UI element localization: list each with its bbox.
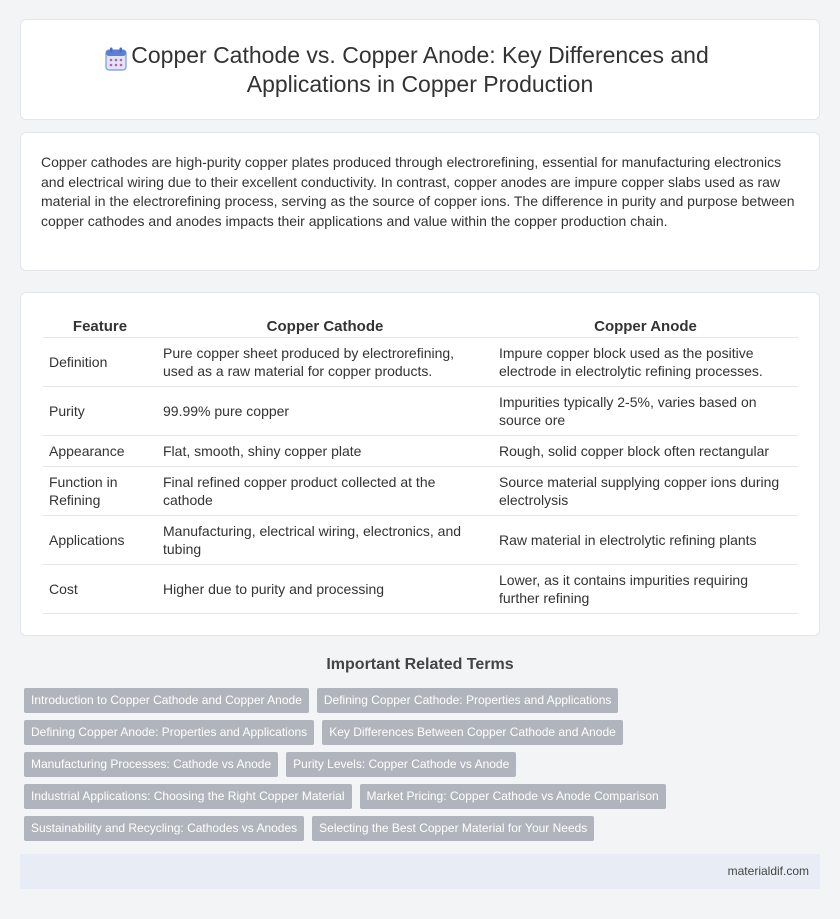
table-cell: Raw material in electrolytic refining plants — [493, 515, 798, 564]
table-cell: Rough, solid copper block often rectangular — [493, 435, 798, 466]
table-cell: Manufacturing, electrical wiring, electronics, and tubing — [157, 515, 493, 564]
table-row — [43, 337, 798, 386]
table-cell: Impure copper block used as the positive electrode in electrolytic refining processes. — [493, 337, 798, 386]
related-term-tag[interactable]: Defining Copper Anode: Properties and Applications — [24, 720, 314, 745]
table-header-row — [43, 310, 798, 337]
header-feature: Feature — [43, 310, 157, 337]
related-term-tag[interactable]: Market Pricing: Copper Cathode vs Anode Comparison — [360, 784, 666, 809]
related-term-tag[interactable]: Manufacturing Processes: Cathode vs Anode — [24, 752, 278, 777]
related-term-tag[interactable]: Purity Levels: Copper Cathode vs Anode — [286, 752, 516, 777]
table-cell: Lower, as it contains impurities requiring further refining — [493, 564, 798, 613]
title-card — [20, 19, 820, 120]
table-cell: Function in Refining — [43, 466, 157, 515]
footer — [20, 854, 820, 889]
table-cell: 99.99% pure copper — [157, 386, 493, 435]
page-title: Copper Cathode vs. Copper Anode: Key Differences and Applications in Copper Production — [131, 41, 709, 97]
table-cell: Appearance — [43, 435, 157, 466]
table-row — [43, 564, 798, 613]
table-row — [43, 466, 798, 515]
comparison-table — [43, 310, 798, 614]
footer-site-link[interactable]: materialdif.com — [727, 864, 809, 878]
intro-paragraph: Copper cathodes are high-purity copper plates produced through electrorefining, essential for manufacturing electronics and electrical wiring due to their excellent conductivity. In contrast, copper anodes are impure copper slabs used as raw material in the electrorefining process, serving as the source of copper ions. The difference in purity and purpose between copper cathodes and anodes impacts their applications and value within the copper production chain. — [41, 154, 795, 229]
header-copper-anode: Copper Anode — [493, 310, 798, 337]
intro-card — [20, 132, 820, 271]
table-row — [43, 386, 798, 435]
table-cell: Higher due to purity and processing — [157, 564, 493, 613]
table-cell: Final refined copper product collected at the cathode — [157, 466, 493, 515]
related-term-tag[interactable]: Sustainability and Recycling: Cathodes vs Anodes — [24, 816, 304, 841]
table-row — [43, 435, 798, 466]
header-copper-cathode: Copper Cathode — [157, 310, 493, 337]
table-cell: Flat, smooth, shiny copper plate — [157, 435, 493, 466]
related-term-tag[interactable]: Key Differences Between Copper Cathode and Anode — [322, 720, 623, 745]
related-term-tag[interactable]: Industrial Applications: Choosing the Right Copper Material — [24, 784, 352, 809]
related-term-tag[interactable]: Selecting the Best Copper Material for Your Needs — [312, 816, 594, 841]
related-term-tag[interactable]: Introduction to Copper Cathode and Copper Anode — [24, 688, 309, 713]
table-cell: Purity — [43, 386, 157, 435]
related-terms-list — [24, 688, 824, 848]
related-terms-heading: Important Related Terms — [326, 656, 514, 673]
table-cell: Cost — [43, 564, 157, 613]
related-term-tag[interactable]: Defining Copper Cathode: Properties and Applications — [317, 688, 619, 713]
table-cell: Source material supplying copper ions during electrolysis — [493, 466, 798, 515]
table-cell: Definition — [43, 337, 157, 386]
table-cell: Pure copper sheet produced by electrorefining, used as a raw material for copper products. — [157, 337, 493, 386]
comparison-table-card — [20, 292, 820, 636]
table-row — [43, 515, 798, 564]
table-cell: Impurities typically 2-5%, varies based on source ore — [493, 386, 798, 435]
table-cell: Applications — [43, 515, 157, 564]
